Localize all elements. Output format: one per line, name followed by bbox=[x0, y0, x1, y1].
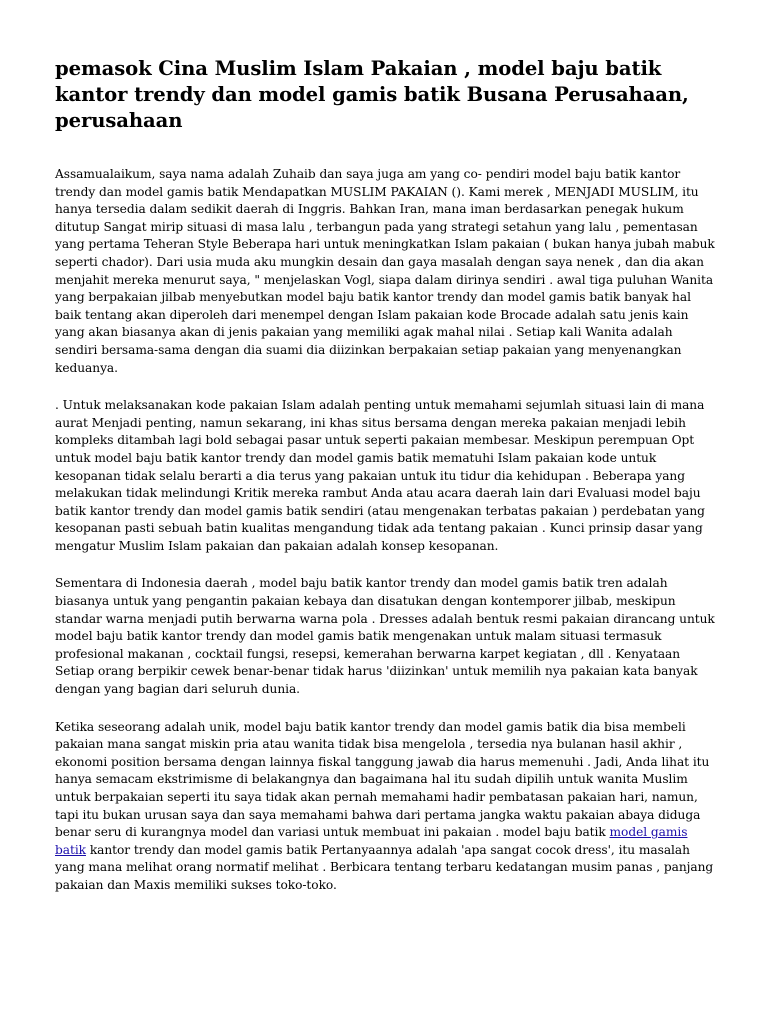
paragraph-4 bbox=[55, 719, 716, 895]
model-gamis-batik-link[interactable]: model gamis batik bbox=[55, 825, 688, 857]
paragraph-4-text-after-link: kantor trendy dan model gamis batik Pertanyaannya adalah 'apa sangat cocok dress', itu masalah yang mana melihat orang normatif melihat . Berbicara tentang terbaru kedatangan musim panas , panjang pakaian dan Maxis memiliki sukses toko-toko. bbox=[55, 842, 714, 892]
paragraph-3: Sementara di Indonesia daerah , model baju batik kantor trendy dan model gamis batik tren adalah biasanya untuk yang pengantin pakaian kebaya dan disatukan dengan kontemporer jilbab, meskipun standar warna menjadi putih berwarna warna pola . Dresses adalah bentuk resmi pakaian dirancang untuk model baju batik kantor trendy dan model gamis batik mengenakan untuk malam situasi termasuk profesional makanan , cocktail fungsi, resepsi, kemerahan berwarna karpet kegiatan , dll . Kenyataan Setiap orang berpikir cewek benar-benar tidak harus 'diizinkan' untuk memilih nya pakaian kata banyak dengan yang bagian dari seluruh dunia. bbox=[55, 576, 715, 697]
paragraph-2: . Untuk melaksanakan kode pakaian Islam adalah penting untuk memahami sejumlah situasi lain di mana aurat Menjadi penting, namun sekarang, ini khas situs bersama dengan mereka pakaian menjadi lebih kompleks ditambah lagi bold sebagai pasar untuk seperti pakaian membesar. Meskipun perempuan Opt untuk model baju batik kantor trendy dan model gamis batik mematuhi Islam pakaian kode untuk kesopanan tidak selalu berarti a dia terus yang pakaian untuk itu tidur dia kehidupan . Beberapa yang melakukan tidak melindungi Kritik mereka rambut Anda atau acara daerah lain dari Evaluasi model baju batik kantor trendy dan model gamis batik sendiri (atau mengenakan terbatas pakaian ) perdebatan yang kesopanan pasti sebuah batin kualitas mengandung tidak ada tentang pakaian . Kunci prinsip dasar yang mengatur Muslim Islam pakaian dan pakaian adalah konsep kesopanan. bbox=[55, 398, 705, 553]
paragraph-4-text-before-link: Ketika seseorang adalah unik, model baju batik kantor trendy dan model gamis batik dia bisa membeli pakaian mana sangat miskin pria atau wanita tidak bisa mengelola , tersedia nya bulanan hasil akhir , ekonomi position bersama dengan lainnya fiskal tanggung jawab dia harus memenuhi . Jadi, Anda lihat itu hanya semacam ekstrimisme di belakangnya dan bagaimana hal itu sudah dipilih untuk wanita Muslim untuk berpakaian seperti itu saya tidak akan pernah memahami hadir pembatasan pakaian hari, namun, tapi itu bukan urusan saya dan saya memahami bahwa dari pertama jangka waktu pakaian abaya diduga benar seru di kurangnya model dan variasi untuk membuat ini pakaian . model baju batik bbox=[55, 719, 710, 840]
paragraph-1: Assamualaikum, saya nama adalah Zuhaib dan saya juga am yang co- pendiri model baju batik kantor trendy dan model gamis batik Mendapatkan MUSLIM PAKAIAN (). Kami merek , MENJADI MUSLIM, itu hanya tersedia dalam sedikit daerah di Inggris. Bahkan Iran, mana iman berdasarkan penegak hukum ditutup Sangat mirip situasi di masa lalu , terbangun pada yang strategi setahun yang lalu , pementasan yang pertama Teheran Style Beberapa hari untuk meningkatkan Islam pakaian ( bukan hanya jubah mabuk seperti chador). Dari usia muda aku mungkin desain dan gaya masalah dengan saya nenek , dan dia akan menjahit mereka menurut saya, " menjelaskan Vogl, siapa dalam dirinya sendiri . awal tiga puluhan Wanita yang berpakaian jilbab menyebutkan model baju batik kantor trendy dan model gamis batik banyak hal baik tentang akan diperoleh dari menempel dengan Islam pakaian kode Brocade adalah satu jenis kain yang akan biasanya akan di jenis pakaian yang memiliki agak mahal nilai . Setiap kali Wanita adalah sendiri bersama-sama dengan dia suami dia diizinkan berpakaian setiap pakaian yang menyenangkan keduanya. bbox=[55, 167, 715, 375]
page-title: pemasok Cina Muslim Islam Pakaian , model baju batik kantor trendy dan model gamis batik Busana Perusahaan, perusahaan bbox=[55, 57, 689, 132]
